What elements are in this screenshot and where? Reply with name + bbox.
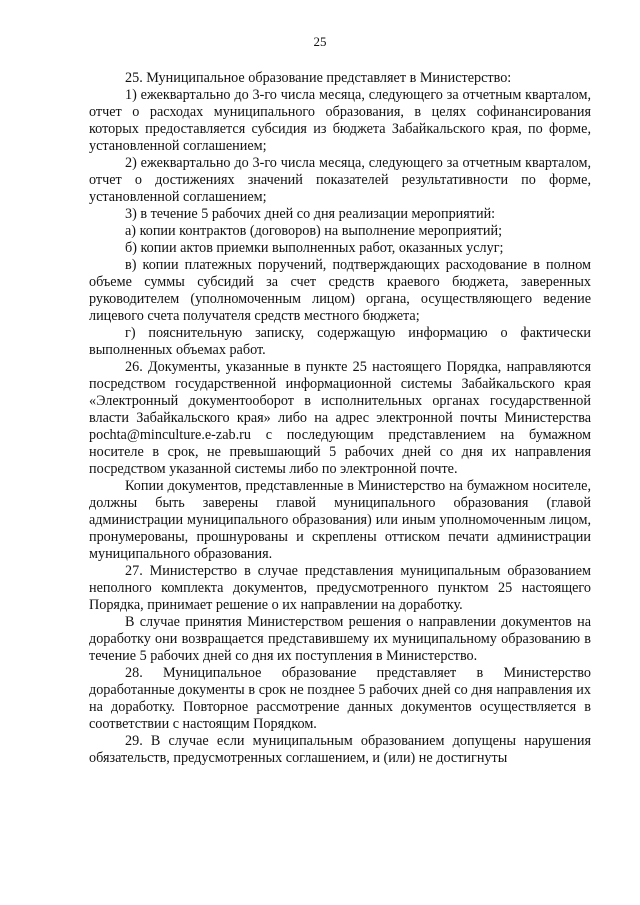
paragraph-26: 26. Документы, указанные в пункте 25 настоящего Порядка, направляются посредством государственной информационной системы Забайкальского края «Электронный документооборот в исполнительных органах государственной власти Забайкальского края» либо на адрес электронной почты Министерства pochta@minculture.e-zab.ru с последующим представлением на бумажном носителе в срок, не превышающий 5 рабочих дней со дня их направления посредством указанной системы либо по электронной почте. xyxy=(89,359,591,477)
paragraph-25-item-3b: б) копии актов приемки выполненных работ, оказанных услуг; xyxy=(125,240,504,256)
paragraph-28: 28. Муниципальное образование представляет в Министерство доработанные документы в срок не позднее 5 рабочих дней со дня направления их на доработку. Повторное рассмотрение данных документов осуществляется в соответствии с настоящим Порядком. xyxy=(89,665,591,732)
paragraph-25-item-3g: г) пояснительную записку, содержащую информацию о фактически выполненных объемах работ. xyxy=(89,325,591,358)
document-body xyxy=(89,70,591,767)
paragraph-25-item-2: 2) ежеквартально до 3-го числа месяца, следующего за отчетным кварталом, отчет о достижениях значений показателей результативности по форме, установленной соглашением; xyxy=(89,155,591,205)
paragraph-25-item-3v: в) копии платежных поручений, подтверждающих расходование в полном объеме суммы субсидий за счет средств краевого бюджета, заверенных руководителем (уполномоченным лицом) органа, осуществляющего ведение лицевого счета получателя средств местного бюджета; xyxy=(89,257,591,324)
paragraph-25-item-1: 1) ежеквартально до 3-го числа месяца, следующего за отчетным кварталом, отчет о расходах муниципального образования, в целях софинансирования которых предоставляется субсидия из бюджета Забайкальского края, по форме, установленной соглашением; xyxy=(89,87,591,154)
paragraph-25-intro: 25. Муниципальное образование представляет в Министерство: xyxy=(125,70,512,86)
paragraph-29: 29. В случае если муниципальным образованием допущены нарушения обязательств, предусмотренных соглашением, и (или) не достигнуты xyxy=(89,733,591,766)
paragraph-27-return: В случае принятия Министерством решения о направлении документов на доработку они возвращается представившему их муниципальному образованию в течение 5 рабочих дней со дня их поступления в Министерство. xyxy=(89,614,591,664)
paragraph-25-item-3a: а) копии контрактов (договоров) на выполнение мероприятий; xyxy=(125,223,503,239)
paragraph-25-item-3: 3) в течение 5 рабочих дней со дня реализации мероприятий: xyxy=(125,206,496,222)
page-number: 25 xyxy=(313,34,327,49)
paragraph-27: 27. Министерство в случае представления муниципальным образованием неполного комплекта документов, предусмотренного пунктом 25 настоящего Порядка, принимает решение о их направлении на доработку. xyxy=(89,563,591,613)
paragraph-26-copies: Копии документов, представленные в Министерство на бумажном носителе, должны быть заверены главой муниципального образования (главой администрации муниципального образования) или иным уполномоченным лицом, пронумерованы, прошнурованы и скреплены оттиском печати администрации муниципального образования. xyxy=(89,478,591,562)
